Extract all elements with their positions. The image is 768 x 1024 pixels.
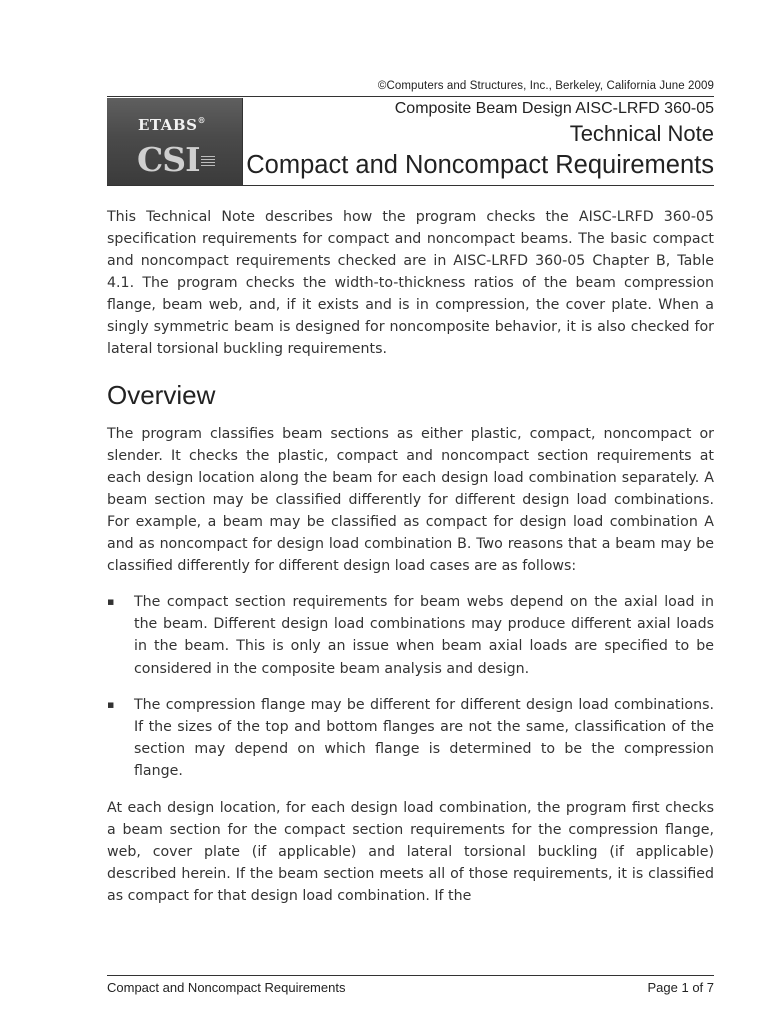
logo-etabs-text: ETABS® <box>138 115 206 134</box>
bullet-icon: ▪ <box>107 595 115 608</box>
etabs-csi-logo <box>107 98 243 185</box>
footer-rule <box>107 975 714 976</box>
overview-heading: Overview <box>107 380 216 410</box>
logo-csi-lines <box>201 156 215 166</box>
intro-paragraph: This Technical Note describes how the program checks the AISC-LRFD 360-05 specification requirements for compact and noncompact beams. The basic compact and noncompact requirements checked are in AISC-LRFD 360-05 Chapter B, Table 4.1. The program checks the width-to-thickness ratios of the beam compression flange, beam web, and, if it exists and is in compression, the cover plate. When a singly symmetric beam is designed for noncomposite behavior, it is also checked for lateral torsional buckling requirements. <box>107 209 714 357</box>
header-top-rule <box>107 96 714 97</box>
copyright-line: ©Computers and Structures, Inc., Berkeley, California June 2009 <box>377 80 714 92</box>
reasons-list <box>107 591 714 783</box>
footer-title: Compact and Noncompact Requirements <box>107 980 346 995</box>
technical-note-label: Technical Note <box>569 121 714 146</box>
overview-paragraph-2: At each design location, for each design load combination, the program first checks a beam section for the compact section requirements for the compression flange, web, cover plate (if applicable) and lateral torsional buckling (if applicable) described herein. If the beam section meets all of those requirements, it is classified as compact for that design load combination. If the <box>107 799 714 904</box>
list-item <box>107 591 714 680</box>
list-item <box>107 694 714 783</box>
document-body <box>107 206 714 907</box>
header-bottom-rule <box>107 185 714 186</box>
bullet-icon: ▪ <box>107 697 115 711</box>
page-title: Compact and Noncompact Requirements <box>246 151 714 179</box>
list-item-text: The compression flange may be different for different design load combinations. If the sizes of the top and bottom flanges are not the same, classification of the section may depend on which flange is determined to be the compression flange. <box>134 696 714 780</box>
list-item-text: The compact section requirements for beam webs depend on the axial load in the beam. Different design load combinations may produce different axial loads in the beam. This is only an issue when beam axial loads are specified to be considered in the composite beam analysis and design. <box>134 594 714 677</box>
page-number: Page 1 of 7 <box>647 980 714 995</box>
document-series: Composite Beam Design AISC-LRFD 360-05 <box>394 100 714 117</box>
overview-paragraph-1: The program classifies beam sections as either plastic, compact, noncompact or slender. It checks the plastic, compact and noncompact section requirements at each design location along the beam for each design load combination separately. A beam section may be classified differently for different design load combinations. For example, a beam may be classified as compact for design load combination A and as noncompact for design load combination B. Two reasons that a beam may be classified differently for different design load cases are as follows: <box>107 426 714 574</box>
logo-csi-text: CSI <box>137 140 200 179</box>
